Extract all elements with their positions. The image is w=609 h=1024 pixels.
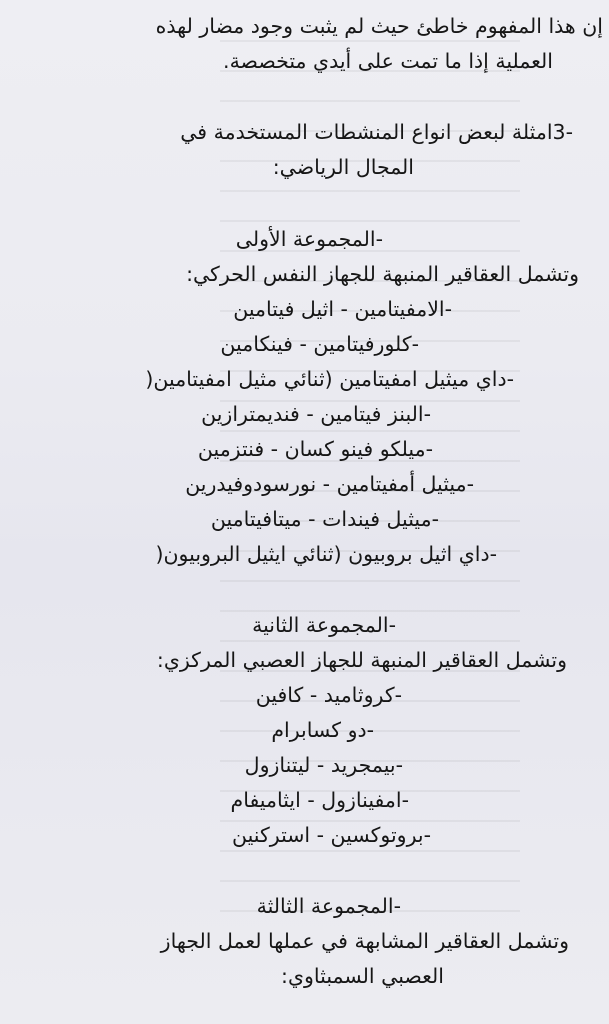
group-1-item-1: -الامفيتامين - اثيل فيتامين [233,297,452,321]
group-1-item-8: -داي اثيل بروبيون (ثنائي ايثيل البروبيون( [155,542,497,566]
group-1-description: وتشمل العقاقير المنبهة للجهاز النفس الحركي: [186,262,579,286]
text-line-1: إن هذا المفهوم خاطئ حيث لم يثبت وجود مضار لهذه [155,14,603,38]
section-3-heading-cont: المجال الرياضي: [272,155,414,179]
group-3-description: وتشمل العقاقير المشابهة في عملها لعمل الجهاز [160,929,569,953]
group-1-item-5: -ميلكو فينو كسان - فنتزمين [197,437,433,461]
group-2-item-2: -دو كسابرام [271,718,374,742]
group-1-item-7: -ميثيل فيندات - ميتافيتامين [210,507,439,531]
group-2-item-3: -بيمجريد - ليتنازول [244,753,403,777]
group-3-description-cont: العصبي السمبثاوي: [281,964,444,988]
group-3-title: -المجموعة الثالثة [256,894,401,918]
group-2-item-1: -كروثاميد - كافين [255,683,402,707]
section-3-heading: -3امثلة لبعض انواع المنشطات المستخدمة في [180,120,573,144]
group-1-item-3: -داي ميثيل امفيتامين (ثنائي مثيل امفيتامين( [145,367,514,391]
group-1-item-2: -كلورفيتامين - فينكامين [220,332,419,356]
group-1-item-4: -البنز فيتامين - فنديمترازين [201,402,431,426]
group-2-title: -المجموعة الثانية [252,613,396,637]
group-2-item-4: -امفينازول - ايثاميفام [230,788,409,812]
group-2-description: وتشمل العقاقير المنبهة للجهاز العصبي المركزي: [156,648,567,672]
group-2-item-5: -بروتوكسين - استركنين [232,823,431,847]
group-1-item-6: -ميثيل أمفيتامين - نورسودوفيدرين [185,472,474,496]
group-1-title: -المجموعة الأولى [235,227,383,251]
text-line-2: العملية إذا ما تمت على أيدي متخصصة. [223,49,553,73]
